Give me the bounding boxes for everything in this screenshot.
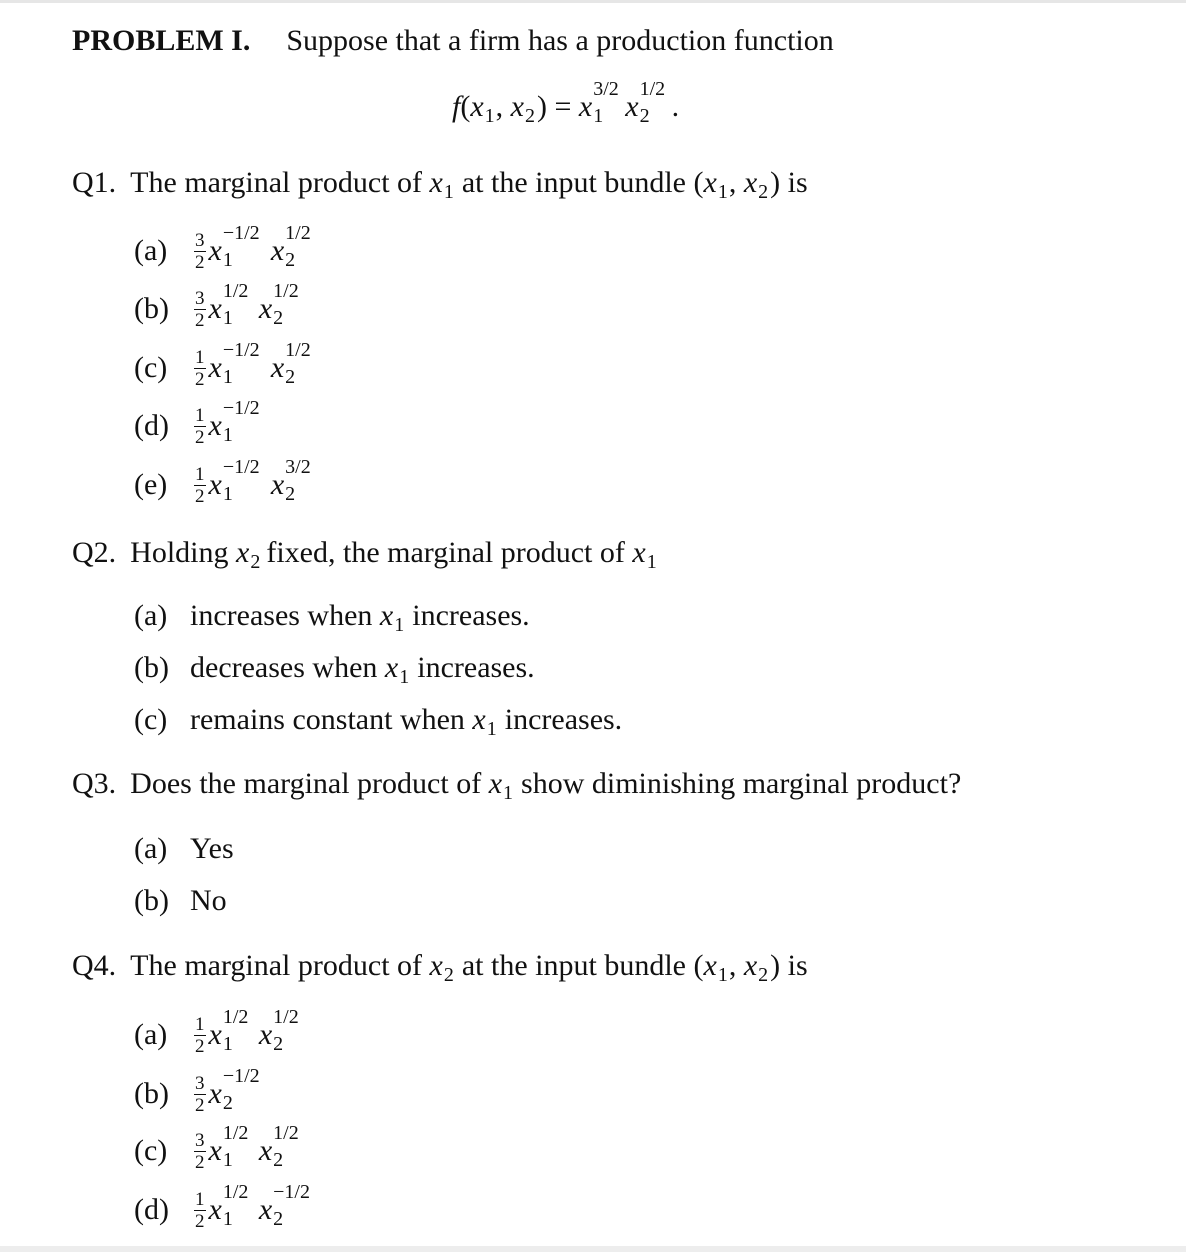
option-label: (c) xyxy=(134,703,168,736)
fraction: $\frac{3}{2}$ xyxy=(195,1130,205,1173)
q4-option-d xyxy=(134,1181,310,1233)
term-x1: x −1/2 1 xyxy=(208,397,260,447)
option-label: (e) xyxy=(134,468,168,502)
q1-text-a: The marginal product of xyxy=(130,166,423,199)
bottom-border xyxy=(0,1246,1186,1252)
q2-label: Q2. xyxy=(72,536,117,569)
q4-text-c: is xyxy=(787,949,808,982)
fraction: $\frac{3}{2}$ xyxy=(195,1073,205,1116)
term-x2: x −1/2 2 xyxy=(208,1065,260,1115)
term-x2: x −1/2 2 xyxy=(258,1181,310,1231)
q3-label: Q3. xyxy=(72,767,117,800)
q4-option-b xyxy=(134,1065,260,1117)
q3-text-a: Does the marginal product of xyxy=(130,767,482,800)
fraction: $\frac{1}{2}$ xyxy=(195,347,205,390)
q1-option-a xyxy=(134,222,311,274)
term-x1: x 1/2 1 xyxy=(208,1181,249,1231)
q2-option-a: (a) increases when x 1 increases. xyxy=(134,599,530,636)
option-label: (d) xyxy=(134,1193,169,1227)
q2-text-a: Holding xyxy=(130,536,229,569)
option-label: (a) xyxy=(134,599,168,632)
term-x1: x 1/2 1 xyxy=(208,1122,249,1172)
q4-option-c xyxy=(134,1122,299,1174)
option-text-post: increases. xyxy=(504,703,623,736)
option-text-pre: decreases when xyxy=(190,651,378,684)
q2-option-c: (c) remains constant when x 1 increases. xyxy=(134,703,623,740)
option-text-pre: remains constant when xyxy=(190,703,465,736)
term-x1: x 1/2 1 xyxy=(208,280,249,330)
production-function: f(x 1 , x 2 ) = x 3/2 1 x 1/2 2 . xyxy=(452,78,680,127)
option-label: (c) xyxy=(134,351,168,385)
q1-text-c: is xyxy=(787,166,808,199)
fraction: $\frac{1}{2}$ xyxy=(195,405,205,448)
equation-term-2: x 1/2 2 xyxy=(625,78,666,127)
q4-text-b: at the input bundle xyxy=(461,949,686,982)
term-x2: x 1/2 2 xyxy=(258,1122,299,1172)
q3-text-b: show diminishing marginal product? xyxy=(521,767,962,800)
q3-option-a xyxy=(134,834,234,864)
term-x2: x 1/2 2 xyxy=(270,339,311,389)
option-label: (b) xyxy=(134,1077,169,1111)
q1-option-c xyxy=(134,339,311,391)
option-label: (d) xyxy=(134,409,169,443)
top-border xyxy=(0,0,1186,3)
option-label: (b) xyxy=(134,651,169,684)
problem-heading-line xyxy=(72,26,834,56)
term-x1: x −1/2 1 xyxy=(208,456,260,506)
term-x2: x 1/2 2 xyxy=(258,280,299,330)
option-label: (c) xyxy=(134,1134,168,1168)
term-x1: x −1/2 1 xyxy=(208,222,260,272)
function-f: f xyxy=(452,90,461,123)
option-label: (a) xyxy=(134,832,168,865)
q1-question: Q1. The marginal product of x 1 at the input bundle (x 1 , x 2 ) is xyxy=(72,166,808,203)
fraction: $\frac{3}{2}$ xyxy=(195,288,205,331)
q3-option-b xyxy=(134,886,227,916)
q1-text-b: at the input bundle xyxy=(461,166,686,199)
q2-text-b: fixed, the marginal product of xyxy=(266,536,625,569)
term-x1: x 1/2 1 xyxy=(208,1006,249,1056)
option-label: (b) xyxy=(134,292,169,326)
fraction: $\frac{1}{2}$ xyxy=(195,1189,205,1232)
q4-question: Q4. The marginal product of x 2 at the input bundle (x 1 , x 2 ) is xyxy=(72,949,808,986)
option-label: (b) xyxy=(134,884,169,917)
option-text-post: increases. xyxy=(412,599,530,632)
fraction: $\frac{3}{2}$ xyxy=(195,230,205,273)
q1-option-b xyxy=(134,280,299,332)
q4-text-a: The marginal product of xyxy=(130,949,423,982)
option-label: (a) xyxy=(134,1018,168,1052)
option-text-pre: increases when xyxy=(190,599,373,632)
fraction: $\frac{1}{2}$ xyxy=(195,464,205,507)
q2-option-b: (b) decreases when x 1 increases. xyxy=(134,651,535,688)
problem-intro: Suppose that a firm has a production function xyxy=(286,24,834,57)
q1-option-e xyxy=(134,456,311,508)
equation-term-1: x 3/2 1 xyxy=(578,78,619,127)
term-x1: x −1/2 1 xyxy=(208,339,260,389)
option-label: (a) xyxy=(134,234,168,268)
option-text: Yes xyxy=(190,832,234,865)
q2-question: Q2. Holding x 2 fixed, the marginal product of x 1 xyxy=(72,536,657,573)
term-x2: x 3/2 2 xyxy=(270,456,311,506)
option-text-post: increases. xyxy=(417,651,535,684)
term-x2: x 1/2 2 xyxy=(258,1006,299,1056)
option-text: No xyxy=(190,884,227,917)
fraction: $\frac{1}{2}$ xyxy=(195,1014,205,1057)
q3-question: Q3. Does the marginal product of x 1 show diminishing marginal product? xyxy=(72,767,962,804)
term-x2: x 1/2 2 xyxy=(270,222,311,272)
q4-label: Q4. xyxy=(72,949,117,982)
problem-heading: PROBLEM I. xyxy=(72,24,251,57)
q1-option-d xyxy=(134,397,260,449)
q1-label: Q1. xyxy=(72,166,117,199)
q4-option-a xyxy=(134,1006,299,1058)
